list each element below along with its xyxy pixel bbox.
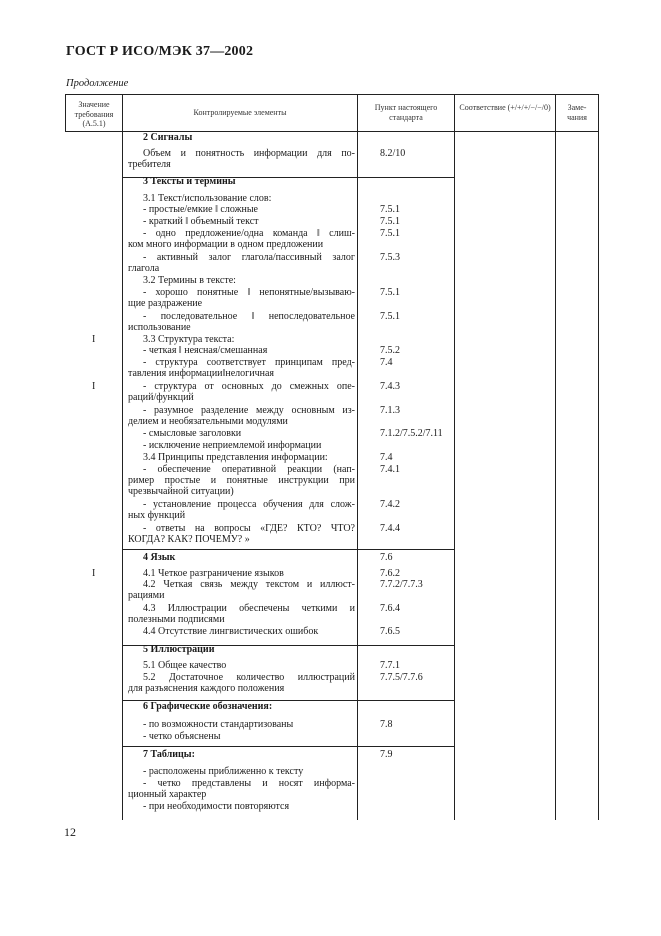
controlled-element-text: - простые/емкие ‖ сложные bbox=[143, 204, 258, 215]
controlled-element-text: 4.2 Четкая связь между текстом и иллюст- bbox=[143, 579, 355, 590]
clause-reference: 7.7.1 bbox=[380, 660, 400, 671]
controlled-element-text: 4.4 Отсутствие лингвистических ошибок bbox=[143, 626, 319, 637]
controlled-element-text: - обеспечение оперативной реакции (нап- bbox=[143, 464, 355, 475]
clause-reference: 7.6.5 bbox=[380, 626, 400, 637]
controlled-element-text: 3.4 Принципы представления информации: bbox=[143, 452, 328, 463]
controlled-element-text: чрезвычайной ситуации) bbox=[128, 486, 234, 497]
controlled-element-text: 3 Тексты и термины bbox=[143, 176, 236, 187]
clause-reference: 7.6 bbox=[380, 552, 393, 563]
header-remarks: Заме-чания bbox=[567, 103, 587, 122]
controlled-element-text: 2 Сигналы bbox=[143, 132, 193, 143]
clause-reference: 7.5.1 bbox=[380, 228, 400, 239]
controlled-element-text: - ответы на вопросы «ГДЕ? КТО? ЧТО? bbox=[143, 523, 355, 534]
table-left-border bbox=[65, 94, 66, 131]
header-clause: Пункт настоящего стандарта bbox=[374, 103, 438, 122]
clause-reference: 7.5.1 bbox=[380, 216, 400, 227]
controlled-element-text: требителя bbox=[128, 159, 171, 170]
clause-reference: 7.5.2 bbox=[380, 345, 400, 356]
controlled-element-text: - активный залог глагола/пассивный залог bbox=[143, 252, 355, 263]
controlled-element-text: Объем и понятность информации для по- bbox=[143, 148, 355, 159]
controlled-element-text: - хорошо понятные ‖ непонятные/вызываю- bbox=[143, 287, 355, 298]
controlled-element-text: рациями bbox=[128, 590, 165, 601]
clause-reference: 7.4.3 bbox=[380, 381, 400, 392]
controlled-element-text: 4 Язык bbox=[143, 552, 176, 563]
header-requirement-value: Значение требования (А.5.1) bbox=[74, 100, 114, 128]
controlled-element-text: тавления информации‖нелогичная bbox=[128, 368, 274, 379]
controlled-element-text: 3.3 Структура текста: bbox=[143, 334, 235, 345]
clause-reference: 7.4.2 bbox=[380, 499, 400, 510]
table-top-border bbox=[65, 94, 599, 95]
controlled-element-text: 5.1 Общее качество bbox=[143, 660, 227, 671]
controlled-element-text: ционный характер bbox=[128, 789, 207, 800]
controlled-element-text: 3.1 Текст/использование слов: bbox=[143, 193, 272, 204]
controlled-element-text: 7 Таблицы: bbox=[143, 749, 195, 760]
controlled-element-text: - установление процесса обучения для слож- bbox=[143, 499, 355, 510]
clause-reference: 7.1.3 bbox=[380, 405, 400, 416]
controlled-element-text: ком много информации в одном предложении bbox=[128, 239, 324, 250]
controlled-element-text: 5.2 Достаточное количество иллюстраций bbox=[143, 672, 355, 683]
requirement-mark: I bbox=[92, 334, 96, 345]
controlled-element-text: ных функций bbox=[128, 510, 186, 521]
table-col-divider-2 bbox=[357, 94, 358, 820]
controlled-element-text: КОГДА? КАК? ПОЧЕМУ? » bbox=[128, 534, 250, 545]
section-divider bbox=[122, 549, 455, 550]
controlled-element-text: использование bbox=[128, 322, 191, 333]
controlled-element-text: глагола bbox=[128, 263, 160, 274]
continuation-label: Продолжение bbox=[66, 78, 129, 89]
controlled-element-text: 4.1 Четкое разграничение языков bbox=[143, 568, 284, 579]
controlled-element-text: раций/функций bbox=[128, 392, 194, 403]
clause-reference: 8.2/10 bbox=[380, 148, 406, 159]
controlled-element-text: 3.2 Термины в тексте: bbox=[143, 275, 236, 286]
requirement-mark: I bbox=[92, 381, 96, 392]
controlled-element-text: - смысловые заголовки bbox=[143, 428, 242, 439]
controlled-element-text: - по возможности стандартизованы bbox=[143, 719, 294, 730]
controlled-element-text: - последовательное ‖ непоследовательное bbox=[143, 311, 355, 322]
header-conformity: Соответствие (+/+/+/−/−/0) bbox=[459, 103, 551, 112]
controlled-element-text: 4.3 Иллюстрации обеспечены четкими и bbox=[143, 603, 355, 614]
clause-reference: 7.7.5/7.7.6 bbox=[380, 672, 423, 683]
controlled-element-text: щие раздражение bbox=[128, 298, 203, 309]
controlled-element-text: 6 Графические обозначения: bbox=[143, 701, 273, 712]
controlled-element-text: 5 Иллюстрации bbox=[143, 644, 215, 655]
clause-reference: 7.7.2/7.7.3 bbox=[380, 579, 423, 590]
table-col-divider-3 bbox=[454, 94, 455, 820]
clause-reference: 7.8 bbox=[380, 719, 393, 730]
clause-reference: 7.1.2/7.5.2/7.11 bbox=[380, 428, 443, 439]
clause-reference: 7.6.4 bbox=[380, 603, 400, 614]
controlled-element-text: - расположены приближенно к тексту bbox=[143, 766, 304, 777]
requirement-mark: I bbox=[92, 568, 96, 579]
controlled-element-text: - одно предложение/одна команда ‖ слиш- bbox=[143, 228, 355, 239]
table-col-divider-1 bbox=[122, 94, 123, 820]
controlled-element-text: - при необходимости повторяются bbox=[143, 801, 290, 812]
clause-reference: 7.4 bbox=[380, 357, 393, 368]
controlled-element-text: - разумное разделение между основным из- bbox=[143, 405, 355, 416]
clause-reference: 7.5.1 bbox=[380, 311, 400, 322]
controlled-element-text: - структура от основных до смежных опе- bbox=[143, 381, 355, 392]
controlled-element-text: - структура соответствует принципам пред- bbox=[143, 357, 355, 368]
document-title: ГОСТ Р ИСО/МЭК 37—2002 bbox=[66, 44, 254, 59]
controlled-element-text: ример простые и понятные инструкции при bbox=[128, 475, 355, 486]
controlled-element-text: - четко представлены и носят информа- bbox=[143, 778, 355, 789]
clause-reference: 7.4.1 bbox=[380, 464, 400, 475]
clause-reference: 7.5.3 bbox=[380, 252, 400, 263]
clause-reference: 7.6.2 bbox=[380, 568, 400, 579]
clause-reference: 7.4.4 bbox=[380, 523, 400, 534]
controlled-element-text: - четко объяснены bbox=[143, 731, 221, 742]
header-controlled-elements: Контролируемые элементы bbox=[193, 108, 287, 117]
controlled-element-text: - четкая ‖ неясная/смешанная bbox=[143, 345, 268, 356]
clause-reference: 7.5.1 bbox=[380, 287, 400, 298]
controlled-element-text: - краткий ‖ объемный текст bbox=[143, 216, 259, 227]
clause-reference: 7.4 bbox=[380, 452, 393, 463]
controlled-element-text: делием и необязательными модулями bbox=[128, 416, 288, 427]
controlled-element-text: - исключение неприемлемой информации bbox=[143, 440, 322, 451]
section-divider bbox=[122, 746, 455, 747]
table-right-border bbox=[598, 94, 599, 820]
controlled-element-text: полезными подписями bbox=[128, 614, 225, 625]
table-col-divider-4 bbox=[555, 94, 556, 820]
controlled-element-text: для разъяснения каждого положения bbox=[128, 683, 285, 694]
clause-reference: 7.9 bbox=[380, 749, 393, 760]
page-number: 12 bbox=[64, 825, 76, 839]
clause-reference: 7.5.1 bbox=[380, 204, 400, 215]
